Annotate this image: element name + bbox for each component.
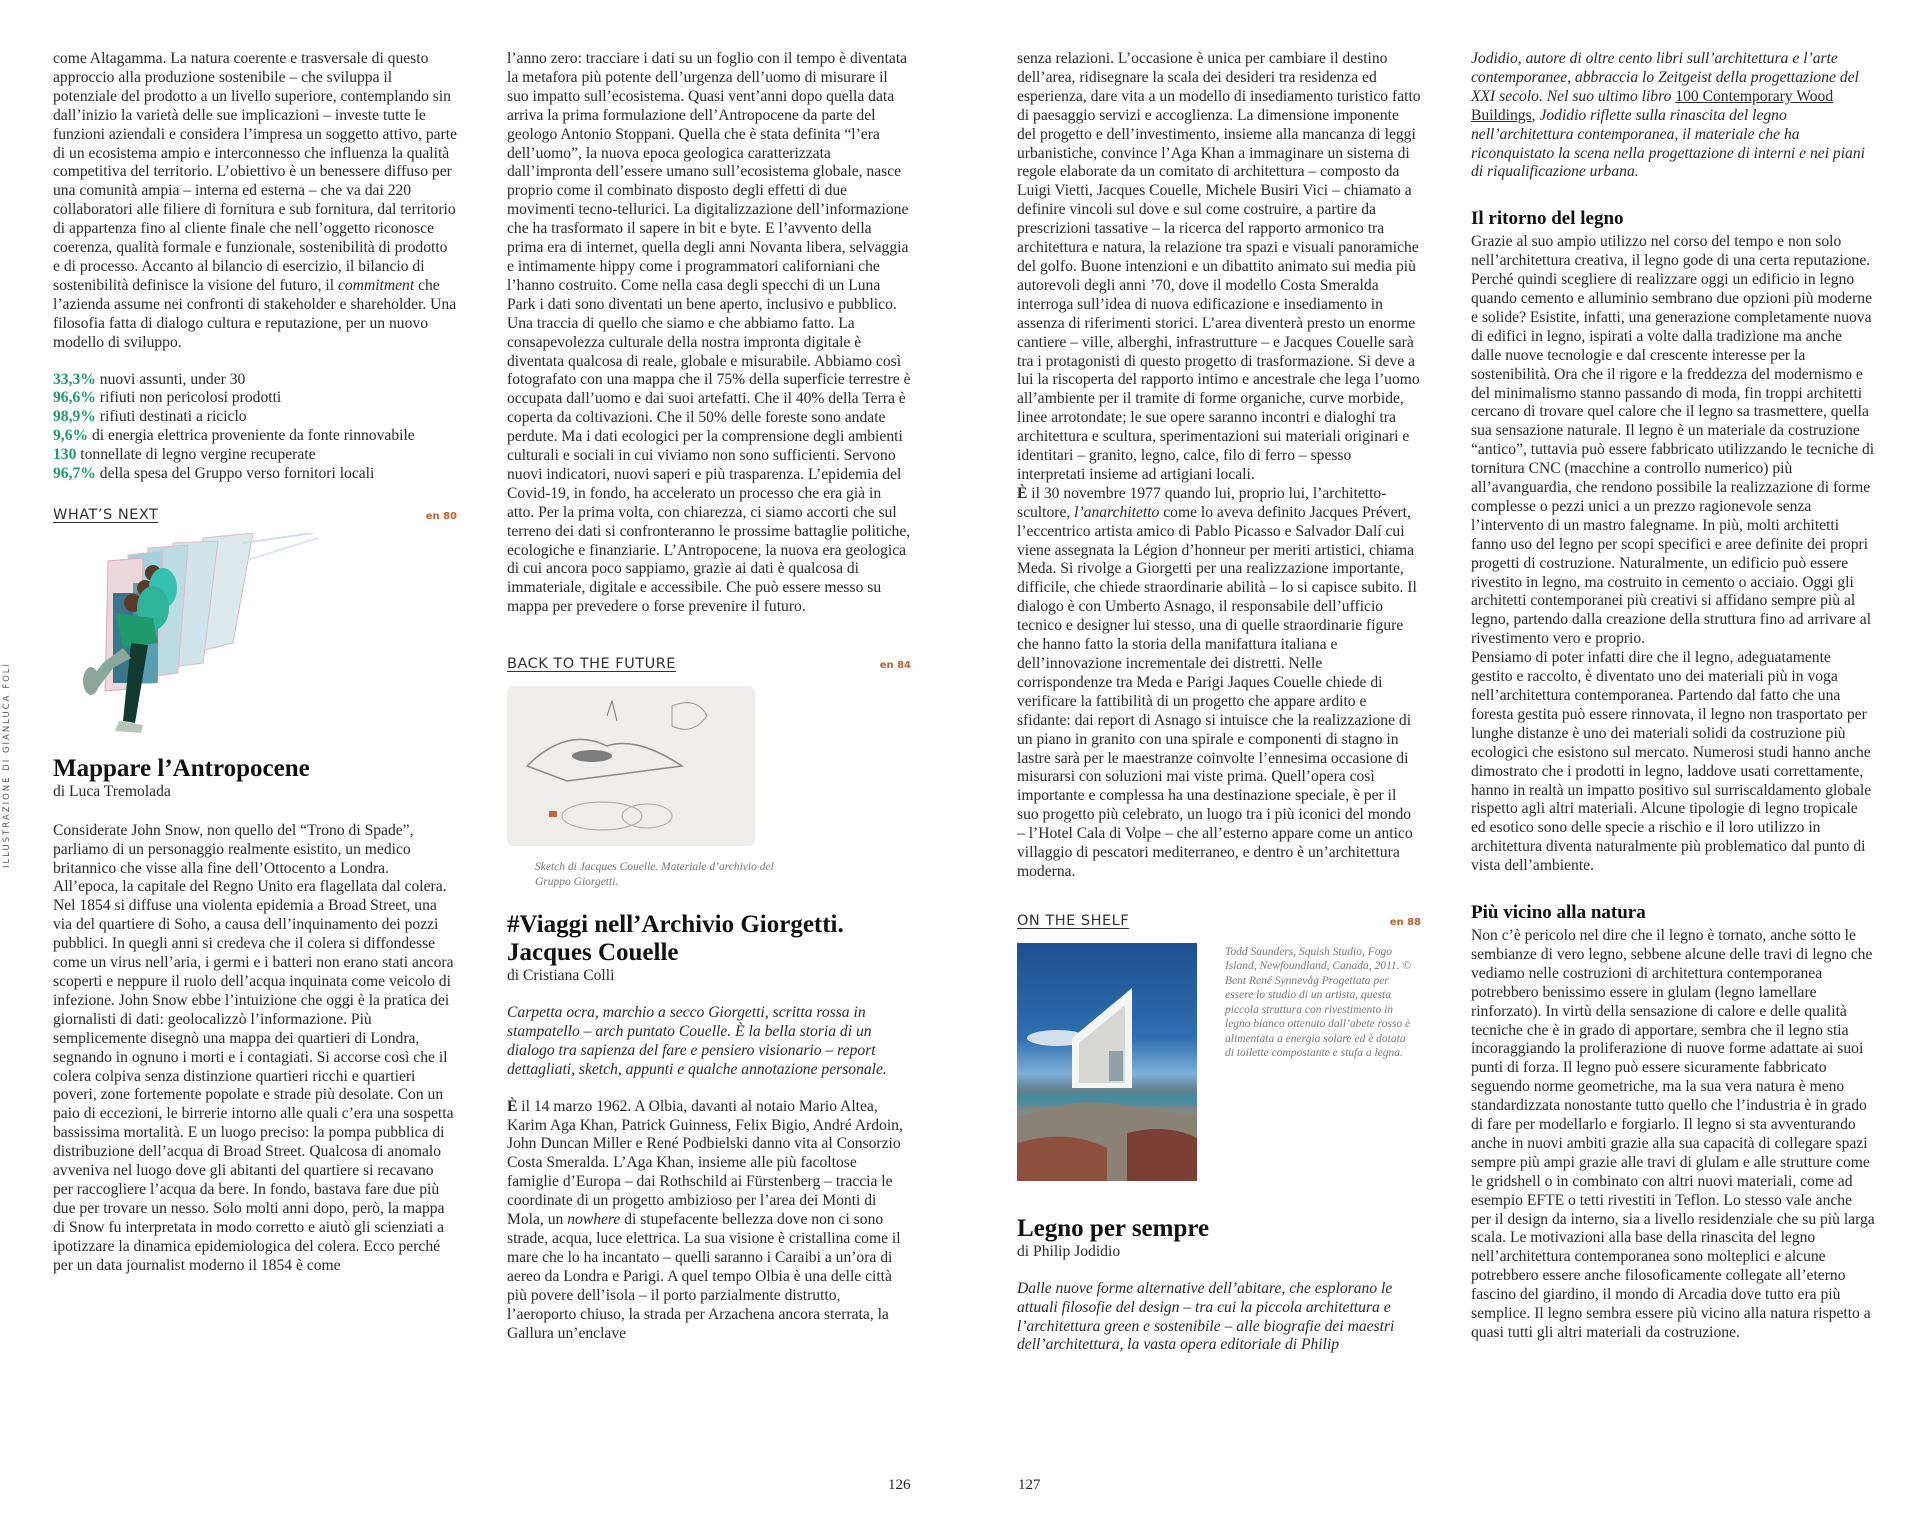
page-reference: en 80 xyxy=(425,510,457,522)
illustration-credit: ILLUSTRAZIONE DI GIANLUCA FOLÌ xyxy=(2,661,12,868)
article-byline: di Luca Tremolada xyxy=(53,782,171,800)
article-byline: di Cristiana Colli xyxy=(507,967,615,985)
article-intro-continued: Jodidio, autore di oltre cento libri sull’architettura e l’arte contemporanee, abbraccia lo Zeitgeist della progettazione del XXI secolo. Nel suo ultimo libro 100 Contemporary Wood Buildings, Jodidio riflette sulla rinascita del legno nell’architettura contemporanea, il materiale che ha riconquistato la scena nella progettazione di interni e nei piani di riqualificazione urbana. xyxy=(1471,50,1865,181)
page-number-right: 127 xyxy=(1018,1477,1041,1493)
article-byline: di Philip Jodidio xyxy=(1017,1242,1121,1260)
section-header-on-the-shelf xyxy=(1017,912,1421,933)
image-caption: Sketch di Jacques Couelle. Materiale d’archivio del Gruppo Giorgetti. xyxy=(535,861,774,888)
illustration xyxy=(53,533,457,748)
section-body: Grazie al suo ampio utilizzo nel corso del tempo e non solo nell’architettura creativa, il legno gode di una certa reputazione. Perché quindi scegliere di realizzare oggi un edificio in legno quando cemento e alluminio sembrano due opzioni più moderne e solide? Esistite, infatti, una generazione completamente nuova di edifici in legno, ispirati a volte dalla tradizione ma anche dalle nuove tecnologie e dal crescente interesse per la sostenibilità. Ora che il rigore e la freddezza del modernismo e del minimalismo stanno passando di moda, fin troppi architetti cercano di trovare quel calore che il legno sa trasmettere, quella sua sensazione naturale. Il legno è un materiale da costruzione “antico”, tuttavia può essere fabbricato utilizzando le tecniche di tornitura CNC (macchine a controllo numerico) più all’avanguardia, che rendono possibile la realizzazione di forme complesse o pezzi unici a un prezzo ragionevole senza l’intervento di un mastro falegname. In più, molti architetti fanno uso del legno per scopi specifici e aree definite dei propri progetti di costruzione. Naturalmente, un edificio può essere rivestito in legno, ma costruito in cemento o acciaio. Oggi gli architetti contemporanei più creativi si affidano sempre più al legno, partendo dalla creazione della struttura fino ad arrivare al rivestimento vero e proprio. xyxy=(1471,233,1875,648)
image-caption: Todd Saunders, Squish Studio, Fogo Island, Newfoundland, Canada, 2011. © Bent René Synnevåg Progettata per essere lo studio di un artista, questa piccola struttura con rivestimento in legno bianco ottenuto dall’abete rosso è alimentata a energia solare ed è dotata di toilette compostante e stufa a legna. xyxy=(1225,945,1412,1060)
article-intro: Dalle nuove forme alternative dell’abitare, che esplorano le attuali filosofie del design – tra cui la piccola architettura e l’architettura green e sostenibile – alle biografie dei maestri dell’architettura, la vasta opera editoriale di Philip xyxy=(1017,1279,1395,1354)
article-title: Legno per sempre xyxy=(1017,1214,1210,1242)
section-header-back-to-the-future xyxy=(507,655,911,676)
house-photo-icon xyxy=(1017,943,1197,1181)
section-heading: Più vicino alla natura xyxy=(1471,902,1646,924)
section-label[interactable]: ON THE SHELF xyxy=(1017,912,1130,929)
article-intro: Carpetta ocra, marchio a secco Giorgetti, scritta rossa in stampatello – arch puntato Couelle. È la bella storia di un dialogo tra sapienza del fare e pensiero visionario – report dettagliati, sketch, appunti e qualche annotazione personale. xyxy=(507,1004,887,1078)
article-continuation: come Altagamma. La natura coerente e trasversale di questo approccio alla produzione sostenibile – che sviluppa il potenziale del prodotto a un livello superiore, contemplando sin dall’inizio la varietà delle sue implicazioni – investe tutte le funzioni aziendali e considera l’impresa un soggetto attivo, parte di un ecosistema ampio e interconnesso che influenza la qualità competitiva del territorio. L’obiettivo è un benessere diffuso per una comunità ampia – interna ed esterna – che va dai 220 collaboratori alle filiere di fornitura e sub fornitura, dal territorio di appartenza fino al cliente finale che nell’oggetto riconosce coerenza, qualità formale e funzionale, sostenibilità di prodotto e di processo. Accanto al bilancio di esercizio, il bilancio di sostenibilità definisce la visione del futuro, il commitment che l’azienda assume nei confronti di stakeholder e shareholder. Una filosofia fatta di dialogo cultura e reputazione, per un nuovo modello di sviluppo. xyxy=(53,50,457,351)
section-body: Pensiamo di poter infatti dire che il legno, adeguatamente gestito e raccolto, è diventato uno dei materiali più in voga nell’architettura contemporanea. Partendo dal fatto che una foresta gestita può essere rinnovata, il legno non trasportato per lunghe distanze è uno dei materiali solidi da costruzione più ecologici che esistono sul mercato. Numerosi studi hanno anche dimostrato che i prodotti in legno, laddove usati correttamente, hanno in realtà un impatto positivo sul surriscaldamento globale rispetto agli altri materiali. Alcune tipologie di legno tropicale ed esotico sono delle specie a rischio e il loro utilizzo in architettura diventa naturalmente più problematico dal punto di vista dell’ambiente. xyxy=(1471,649,1872,875)
right-page-column-4 xyxy=(1471,50,1875,1343)
article-body: È il 14 marzo 1962. A Olbia, davanti al notaio Mario Altea, Karim Aga Khan, Patrick Guinness, Felix Bigio, André Ardoin, John Duncan Miller e René Podbielski danno vita al Consorzio Costa Smeralda. L’Aga Khan, insieme alle più facoltose famiglie d’Europa – dai Rothschild ai Fürstenberg – traccia le coordinate di un progetto ambizioso per l’area dei Monti di Mola, un nowhere di stupefacente bellezza dove non ci sono strade, acqua, luce elettrica. La sua visione è cristallina come il mare che lo ha incantato – quelli saranno i Caraibi a un’ora di aereo da Londra e Parigi. A quel tempo Olbia è una delle città più povere dell’isola – il porto parzialmente distrutto, l’aeroporto chiuso, la strada per Arzachena ancora sterrata, la Gallura un’enclave xyxy=(507,1097,903,1342)
article-continuation: senza relazioni. L’occasione è unica per cambiare il destino dell’area, ridisegnare la scala dei desideri tra residenza ed esperienza, dare vita a un modello di insediamento turistico fatto di paesaggio servizi e accoglienza. La dimensione imponente del progetto e dell’investimento, insieme alla mancanza di leggi urbanistiche, convince l’Aga Khan a immaginare un sistema di regole elaborate da un comitato di architettura – composto da Luigi Vietti, Jacques Couelle, Michele Busiri Vici – chiamato a definire vincoli sul dove e sul come costruire, a partire da prescrizioni tassative – la ricerca del rapporto armonico tra architettura e natura, la relazione tra spazi e visuali panoramiche del golfo. Buone intenzioni e un dibattito animato sui media più autorevoli degli anni ’70, dove il modello Costa Smeralda interroga sull’idea di nuova edificazione e insediamento in assenza di riferimenti storici. L’area diventerà presto un enorme cantiere – ville, alberghi, infrastrutture – e Jacques Couelle sarà tra i protagonisti di questo progetto di trasformazione. Si deve a lui la riscoperta del rapporto intimo e ancestrale che lega l’uomo all’ambiente per il tramite di forme organiche, curve morbide, linee arrotondate; le sue opere saranno incontri e dialoghi tra architettura e scultura, sperimentazioni sui materiali originari e identitari – granito, legno, calce, filo di ferro – spesso interpretati insieme ad artigiani locali. xyxy=(1017,50,1421,483)
book-title-link[interactable]: 100 Contemporary Wood Buildings xyxy=(1471,87,1834,124)
stat-item: 130 tonnellate di legno vergine recuperate xyxy=(53,446,316,464)
illustration-runner-frames-icon xyxy=(53,533,323,748)
left-page-column-2 xyxy=(507,50,911,1343)
page-reference: en 84 xyxy=(879,660,911,672)
section-heading: Il ritorno del legno xyxy=(1471,208,1624,230)
article-continuation: l’anno zero: tracciare i dati su un foglio con il tempo è diventata la metafora più potente dell’urgenza dell’uomo di misurare il suo impatto sull’ecosistema. Quasi vent’anni dopo quella data arriva la prima formulazione dell’Antropocene da parte del geologo Antonio Stoppani. Quella che è stata definita “l’era dell’uomo”, la nuova epoca geologica caratterizzata dall’impronta dell’essere umano sull’ecosistema globale, nasce proprio come il combinato disposto degli effetti di due movimenti tecno-tellurici. La digitalizzazione dell’informazione che ha trasformato il sapere in bit e byte. E l’avvento della prima era di internet, quella degli anni Novanta libera, selvaggia e intimamente hippy come i programmatori californiani che l’hanno costruito. Come nella casa degli specchi di un Luna Park i dati sono diventati un bene aperto, inclusivo e pubblico. Una traccia di quello che siamo e che abbiamo fatto. La consapevolezza culturale della nostra impronta digitale è diventata qualcosa di reale, globale e misurabile. Abbiamo così fotografato con una mappa che il 75% della superficie terrestre è occupata dall’uomo e dai suoi artefatti. Che il 40% della Terra è coperta da coltivazioni. Che il 50% delle foreste sono andate perdute. Ma i dati ecologici per la comprensione degli ambienti culturali e sociali in cui viviamo non sono sufficienti. Servono nuovi indicatori, nuovi saperi e più trasparenza. L’epidemia del Covid-19, in fondo, ha accelerato un processo che era già in atto. Per la prima volta, con chiarezza, ci siamo accorti che sul terreno dei dati si confronteranno le prossime battaglie politiche, ecologiche e finanziarie. L’Antropocene, la nuova era geologica di cui ancora poco sappiamo, grazie ai dati è qualcosa di immateriale, digitale e accessibile. Che può essere messo su mappa per prevedere o forse prevenire il futuro. xyxy=(507,50,911,616)
stat-item: 33,3% nuovi assunti, under 30 xyxy=(53,370,246,388)
page-reference: en 88 xyxy=(1389,916,1421,928)
right-page-column-3 xyxy=(1017,50,1421,1355)
page-number-left: 126 xyxy=(888,1477,911,1493)
section-label[interactable]: BACK TO THE FUTURE xyxy=(507,656,676,673)
stat-item: 98,9% rifiuti destinati a riciclo xyxy=(53,408,247,426)
stats-list xyxy=(53,371,457,484)
shelf-feature xyxy=(1017,943,1421,1181)
sketch-image xyxy=(507,686,755,846)
section-body: Non c’è pericolo nel dire che il legno è tornato, anche sotto le sembianze di vero legno, sebbene alcune delle travi di legno che vediamo nelle costruzioni di architettura contemporanea potrebbero benissimo essere in glulam (legno lamellare rinforzato). In virtù della sensazione di calore e delle qualità tecniche che è in grado di apportare, sembra che il legno stia incoraggiando la proliferazione di nuove forme adattate ai suoi punti di forza. Il legno può essere sicuramente fabbricato seguendo norme geometriche, ma la sua vera natura è meno standardizzata nonostante tutto quello che l’industria è in grado di fare per modellarlo e forgiarlo. Il legno si sta avventurando anche in nuovi ambiti grazie alla sua capacità di collegare spazi sempre più ampi grazie alle travi di glulam e alle strutture come le gridshell o in combinato con altri nuovi materiali, come ad esempio EFTE o tetti rivestiti in Teflon. Lo stesso vale anche per il design da interno, sia a livello residenziale che su più larga scala. Le motivazioni alla base della rinascita del legno nell’architettura contemporanea sono molteplici e alcune potrebbero essere anche filosoficamente collegate all’eterno fascino del giardino, il mondo di Arcadia dove tutto era più semplice. Il legno sembra essere più vicino alla natura rispetto a quasi tutti gli altri materiali da costruzione. xyxy=(1471,926,1875,1341)
cover-photo xyxy=(1017,943,1197,1181)
article-paragraph: È il 30 novembre 1977 quando lui, proprio lui, l’architetto-scultore, l’anarchitetto come lo aveva definito Jacques Prévert, l’eccentrico artista amico di Pablo Picasso e Salvador Dalí cui viene assegnata la Légion d’honneur per meriti artistici, chiama Meda. Si rivolge a Giorgetti per una realizzazione importante, difficile, che chiede straordinarie abilità – lo si capisce subito. Il dialogo è con Umberto Asnago, il responsabile dell’ufficio tecnico e designer lui stesso, una di quelle straordinarie figure che hanno fatto la storia della manifattura italiana e dell’innovazione incrementale dei distretti. Nelle corrispondenze tra Meda e Parigi Jaques Couelle chiede di verificare la fattibilità di un progetto che appare ardito e sfidante: dai report di Asnago si intuisce che la realizzazione di un piano in granito con una spirale e componenti di stagno in lastre sarà per le maestranze coinvolte l’ennesima occasione di misurarsi con soluzioni mai viste prima. Quell’opera così importante e complessa ha una destinazione speciale, è per il suo progetto più celebrato, un luogo tra i più iconici del mondo – l’Hotel Cala di Volpe – che all’esterno appare come un antico villaggio di pescatori mediterraneo, e dentro è un’architettura moderna. xyxy=(1017,484,1417,880)
article-title: Mappare l’Antropocene xyxy=(53,754,310,782)
section-label[interactable]: WHAT’S NEXT xyxy=(53,506,159,523)
section-header-whats-next xyxy=(53,506,457,527)
stat-item: 96,6% rifiuti non pericolosi prodotti xyxy=(53,389,282,407)
emphasis: commitment xyxy=(337,276,415,294)
stat-item: 9,6% di energia elettrica proveniente da fonte rinnovabile xyxy=(53,427,415,445)
article-title: #Viaggi nell’Archivio Giorgetti. Jacques Couelle xyxy=(507,911,844,967)
article-body: Considerate John Snow, non quello del “Trono di Spade”, parliamo di un personaggio realmente esistito, un medico britannico che visse alla fine dell’Ottocento a Londra. All’epoca, la capitale del Regno Unito era flagellata dal colera. Nel 1854 si diffuse una violenta epidemia a Broad Street, una via del quartiere di Soho, a causa dell’inquinamento dei pozzi pubblici. In quegli anni si credeva che il colera si diffondesse come un virus nell’aria, i germi e i batteri non erano stati ancora scoperti e neppure il ruolo dell’acqua inquinata come veicolo di infezione. John Snow ebbe l’intuizione che oggi è la pratica dei giornalisti di dati: geolocalizzò l’informazione. Più semplicemente disegnò una mappa dei quartieri di Londra, segnando in ognuno i morti e i contagiati. Si accorse così che il colera colpiva senza distinzione quartieri ricchi e quartieri poveri, zone fortemente popolate e strade più desolate. Con un paio di eccezioni, le birrerie intorno alle quali c’era una sospetta bassissima mortalità. E un luogo preciso: la pompa pubblica di distribuzione dell’acqua di Broad Street. Qualcosa di anomalo avveniva nel luogo dove gli abitanti del quartiere si recavano per raccogliere l’acqua da bere. In fondo, bastava fare due più due per trovare un nesso. Solo molti anni dopo, però, la mappa di Snow fu interpretata in modo corretto e aiutò gli scienziati a ipotizzare la dinamica epidemiologica del colera. Ecco perché per un data journalist moderno il 1854 è come xyxy=(53,821,454,1274)
sketch-drawing-icon xyxy=(507,686,755,846)
stat-item: 96,7% della spesa del Gruppo verso fornitori locali xyxy=(53,465,375,483)
left-page-column-1 xyxy=(53,50,457,1276)
